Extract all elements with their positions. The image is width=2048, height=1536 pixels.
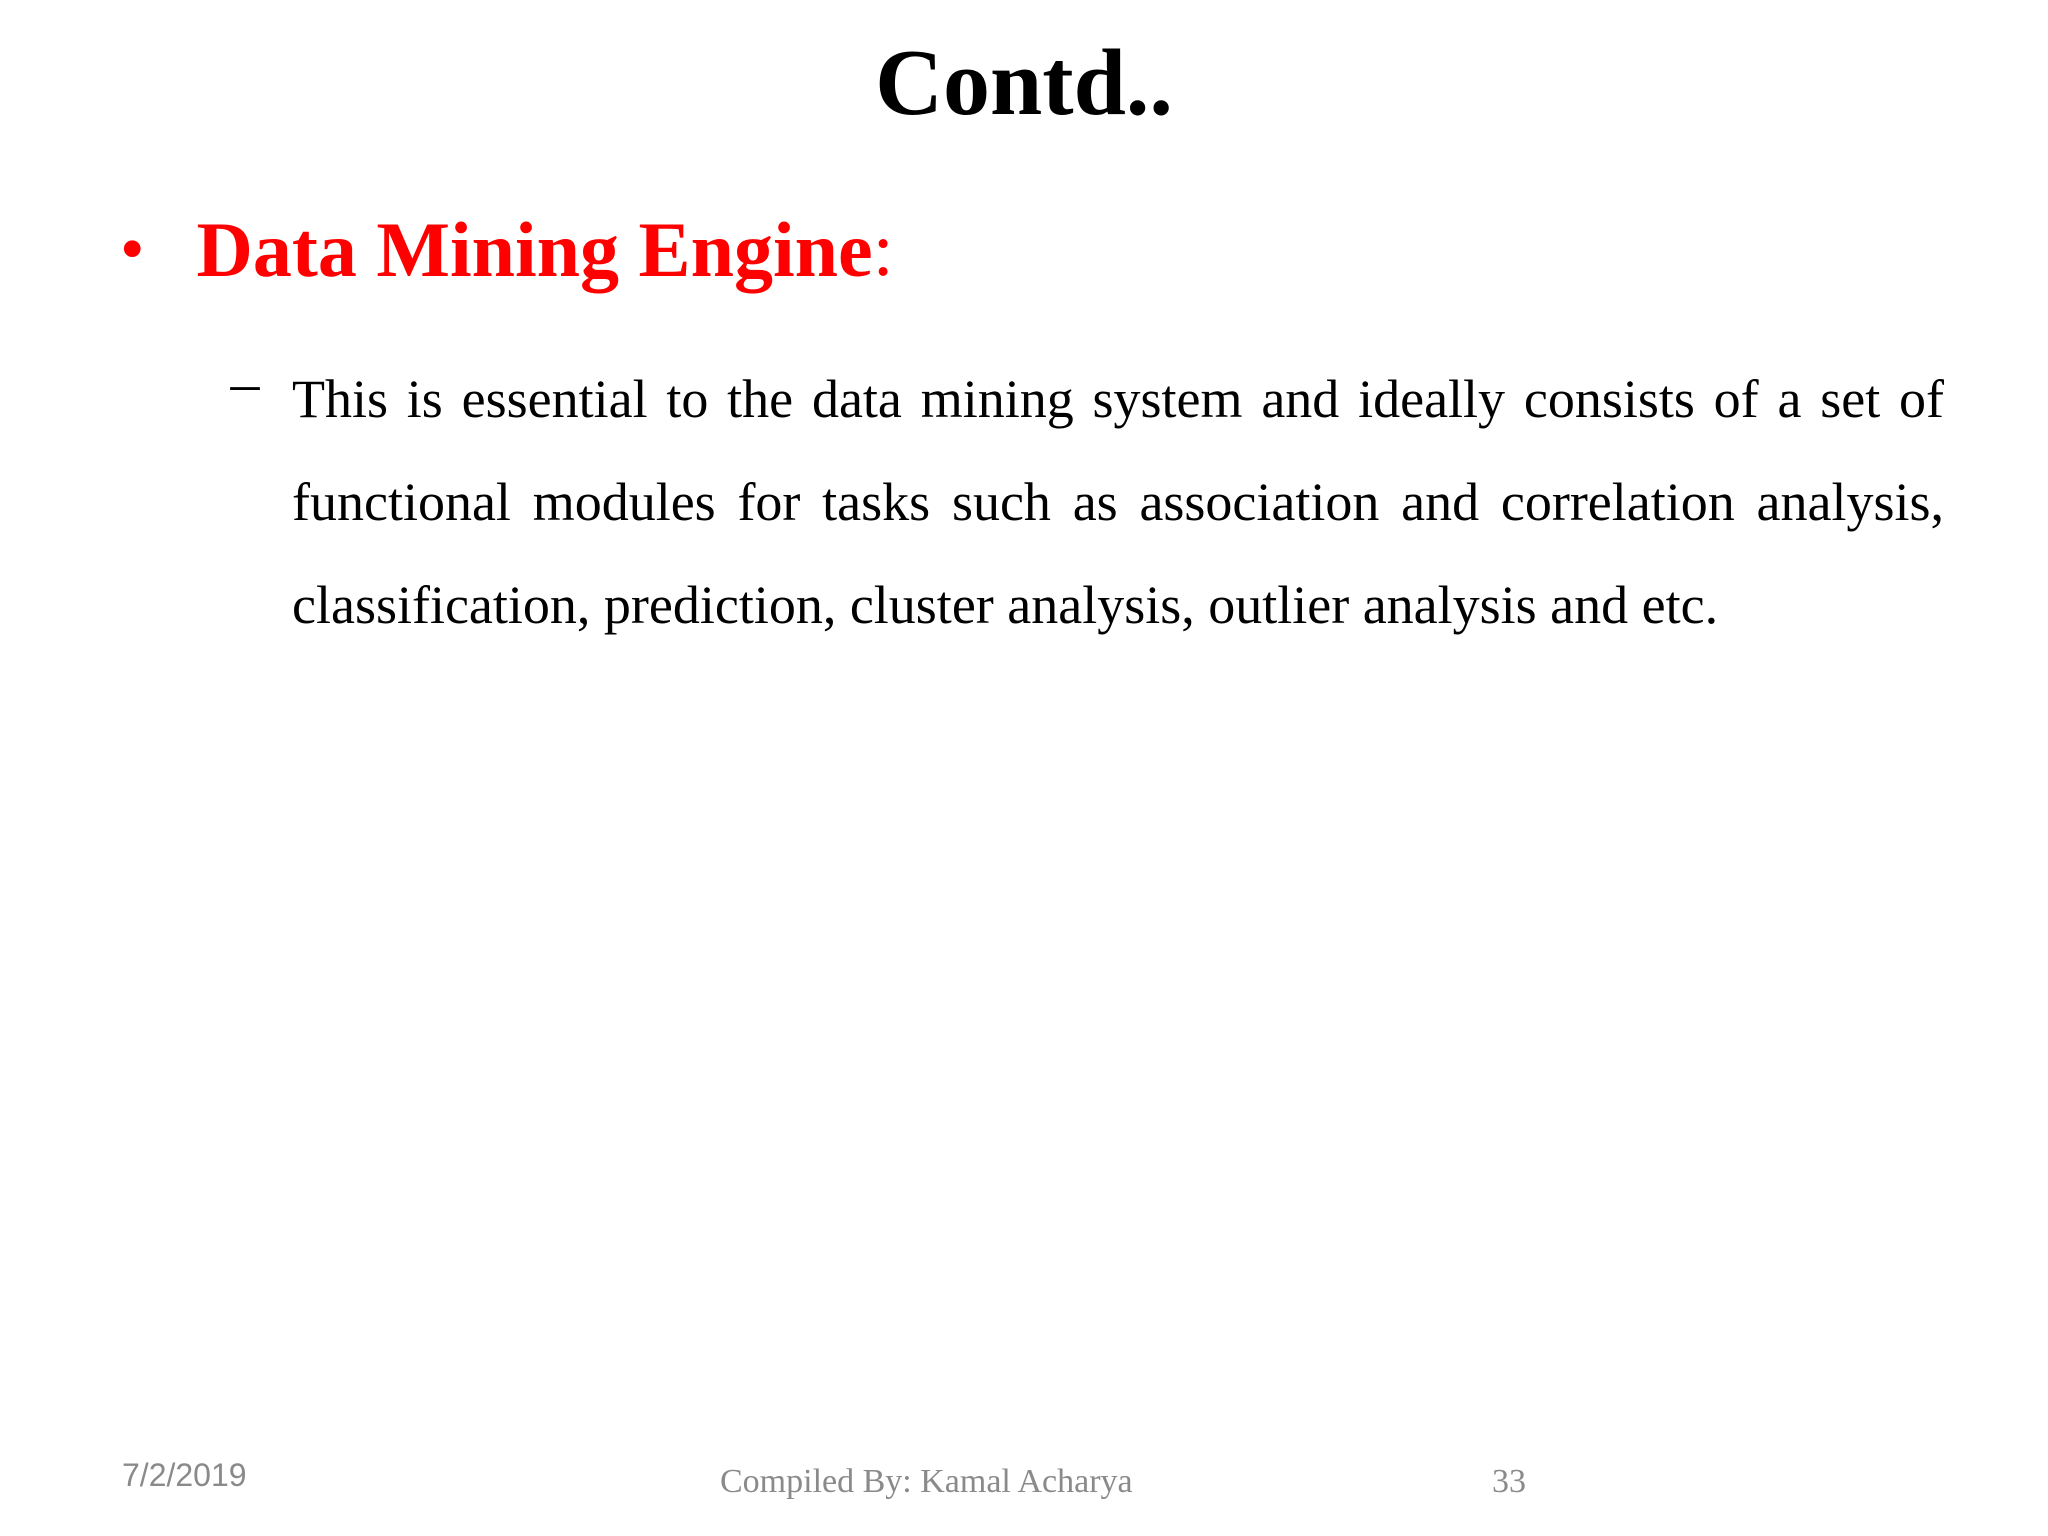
footer-date: 7/2/2019	[122, 1457, 247, 1493]
footer-page-number: 33	[1492, 1463, 1526, 1500]
bullet-marker: •	[120, 211, 145, 288]
footer-author: Compiled By: Kamal Acharya	[720, 1463, 1133, 1500]
bullet-heading: Data Mining Engine	[196, 206, 873, 293]
bullet-colon: :	[872, 208, 894, 292]
sub-bullet-marker: –	[230, 350, 260, 415]
sub-bullet-text: This is essential to the data mining system and ideally consists of a set of functional modules for tasks such as association and correlation analysis, classification, prediction, cluster analysis, outlier analysis and etc.	[292, 369, 1944, 635]
sub-bullet-text-block	[292, 348, 1944, 657]
bullet-item	[120, 200, 894, 300]
slide-title: Contd..	[875, 31, 1173, 135]
